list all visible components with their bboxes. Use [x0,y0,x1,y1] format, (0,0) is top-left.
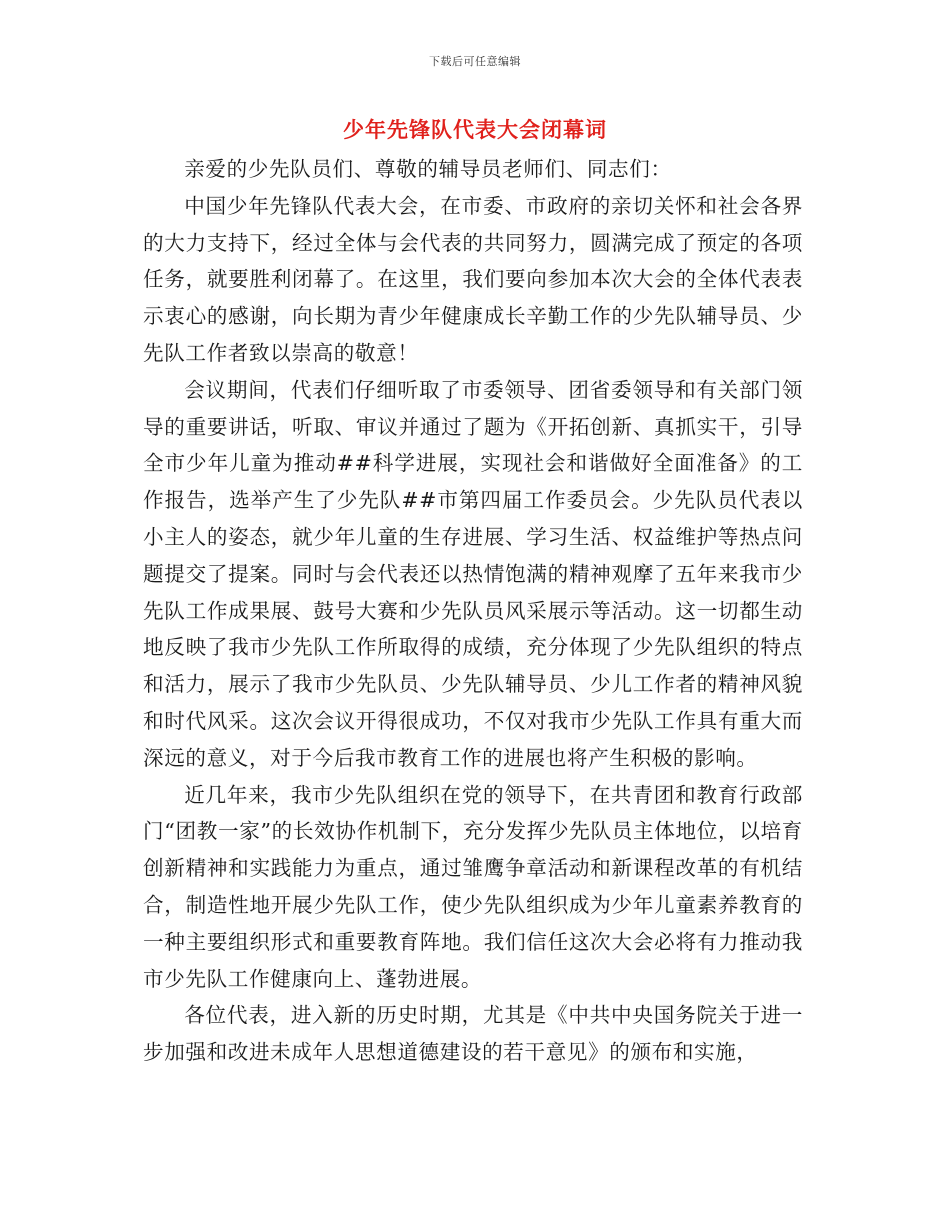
paragraph: 会议期间，代表们仔细听取了市委领导、团省委领导和有关部门领导的重要讲话，听取、审议并通过了题为《开拓创新、真抓实干，引导全市少年儿童为推动##科学进展，实现社会和谐做好全面准备》的工作报告，选举产生了少先队##市第四届工作委员会。少先队员代表以小主人的姿态，就少年儿童的生存进展、学习生活、权益维护等热点问题提交了提案。同时与会代表还以热情饱满的精神观摩了五年来我市少先队工作成果展、鼓号大赛和少先队员风采展示等活动。这一切都生动地反映了我市少先队工作所取得的成绩，充分体现了少先队组织的特点和活力，展示了我市少先队员、少先队辅导员、少儿工作者的精神风貌和时代风采。这次会议开得很成功，不仅对我市少先队工作具有重大而深远的意义，对于今后我市教育工作的进展也将产生积极的影响。 [143,377,803,770]
paragraph-greeting: 亲爱的少先队员们、尊敬的辅导员老师们、同志们： [184,157,672,181]
document-body [143,151,803,1071]
paragraph: 近几年来，我市少先队组织在党的领导下，在共青团和教育行政部门“团教一家”的长效协作机制下，充分发挥少先队员主体地位，以培育创新精神和实践能力为重点，通过雏鹰争章活动和新课程改革的有机结合，制造性地开展少先队工作，使少先队组织成为少年儿童素养教育的一种主要组织形式和重要教育阵地。我们信任这次大会必将有力推动我市少先队工作健康向上、蓬勃进展。 [143,782,803,991]
header-note: 下载后可任意编辑 [429,55,521,68]
paragraph: 各位代表，进入新的历史时期，尤其是《中共中央国务院关于进一步加强和改进未成年人思想道德建设的若干意见》的颁布和实施， [143,1003,803,1065]
paragraph: 中国少年先锋队代表大会，在市委、市政府的亲切关怀和社会各界的大力支持下，经过全体与会代表的共同努力，圆满完成了预定的各项任务，就要胜利闭幕了。在这里，我们要向参加本次大会的全体代表表示衷心的感谢，向长期为青少年健康成长辛勤工作的少先队辅导员、少先队工作者致以崇高的敬意！ [143,193,803,365]
document-title: 少年先锋队代表大会闭幕词 [343,118,607,142]
